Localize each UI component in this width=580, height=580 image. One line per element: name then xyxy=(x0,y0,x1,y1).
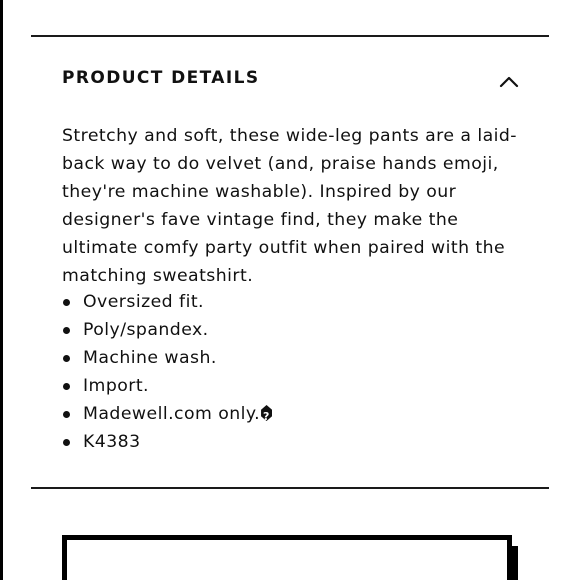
product-details-header[interactable] xyxy=(62,64,522,96)
bullet-icon xyxy=(63,411,70,418)
bullet-icon xyxy=(63,327,70,334)
list-item: Madewell.com only.? xyxy=(62,400,272,428)
frame-shadow xyxy=(512,546,518,580)
bullet-icon xyxy=(63,439,70,446)
list-item: Machine wash. xyxy=(62,344,272,372)
top-divider xyxy=(31,35,549,37)
details-list xyxy=(62,288,272,456)
bottom-divider xyxy=(31,487,549,489)
section-title: PRODUCT DETAILS xyxy=(62,68,260,88)
bullet-icon xyxy=(63,383,70,390)
list-item: Poly/spandex. xyxy=(62,316,272,344)
chevron-up-icon[interactable] xyxy=(495,68,523,92)
product-description: Stretchy and soft, these wide-leg pants are a laid-back way to do velvet (and, praise hands emoji, they're machine washable). Inspired by our designer's fave vintage find, they make the ultimate comfy party outfit when paired with the matching sweatshirt. xyxy=(62,126,517,286)
list-item: Oversized fit. xyxy=(62,288,272,316)
left-edge-border xyxy=(0,0,3,580)
unknown-character-icon xyxy=(261,405,272,421)
list-item: K4383 xyxy=(62,428,272,456)
list-item: Import. xyxy=(62,372,272,400)
bullet-icon xyxy=(63,299,70,306)
bullet-icon xyxy=(63,355,70,362)
product-image-frame[interactable] xyxy=(62,535,512,580)
